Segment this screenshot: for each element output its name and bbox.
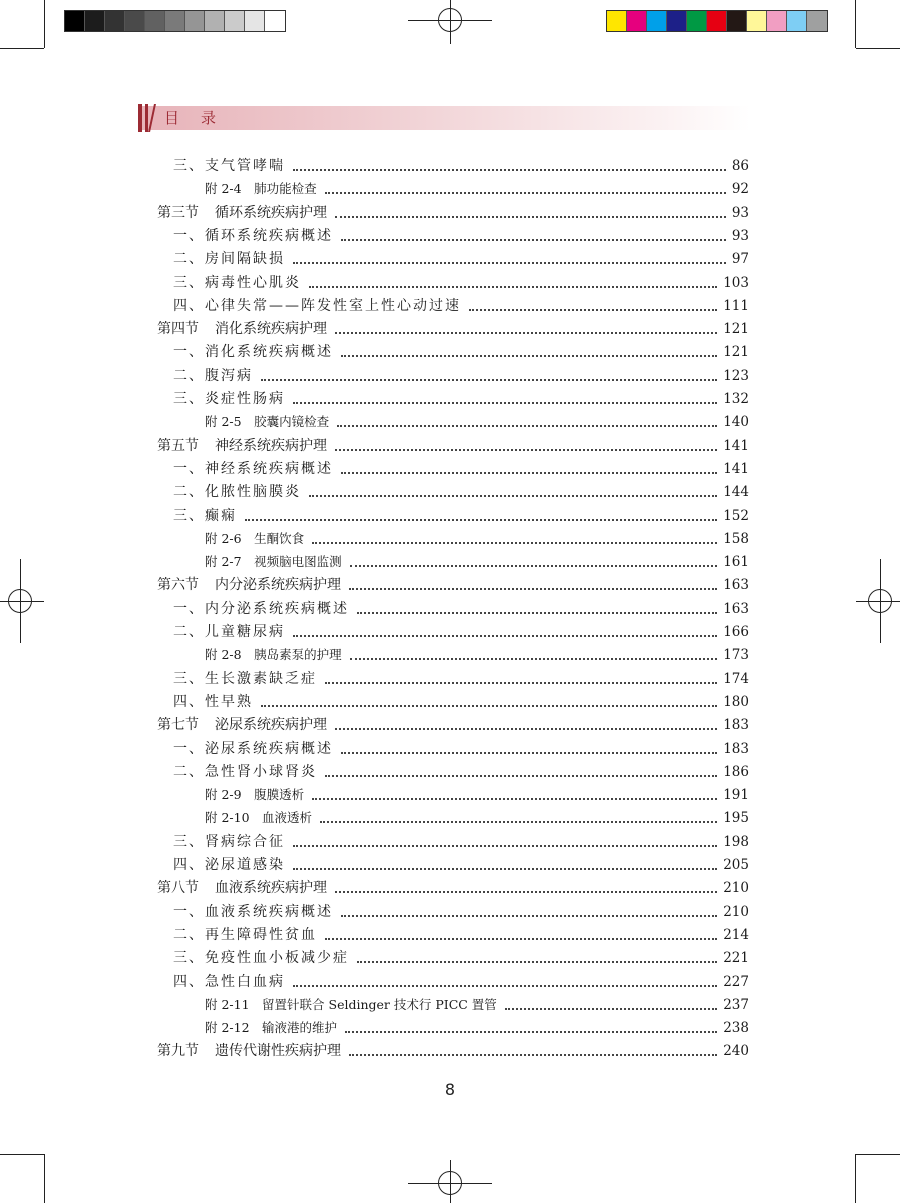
page-number: 8 [444, 1080, 456, 1099]
toc-leader-dots [309, 286, 717, 288]
toc-page-number: 166 [723, 624, 749, 640]
toc-page-number: 163 [723, 577, 749, 594]
toc-page-number: 214 [723, 926, 749, 943]
gray-swatch [65, 11, 85, 31]
toc-leader-dots [293, 169, 726, 171]
color-swatch [787, 11, 807, 31]
toc-entry[interactable] [173, 758, 749, 781]
toc-leader-dots [345, 1031, 717, 1033]
toc-leader-dots [293, 985, 717, 987]
gray-swatch [165, 11, 185, 31]
toc-entry-title: 神经系统疾病护理 [215, 437, 327, 454]
header-stripe-1 [138, 104, 142, 132]
toc-leader-dots [245, 519, 717, 521]
color-swatch [647, 11, 667, 31]
toc-entry[interactable] [173, 152, 749, 175]
toc-leader-dots [335, 332, 717, 334]
toc-page-number: 144 [723, 484, 749, 501]
toc-entry-title: 内分泌系统疾病护理 [215, 577, 341, 594]
toc-page-number: 180 [723, 693, 749, 710]
toc-section-entry[interactable] [157, 571, 749, 594]
toc-entry[interactable] [173, 735, 749, 758]
color-swatch [667, 11, 687, 31]
gray-swatch [205, 11, 225, 31]
toc-appendix-entry[interactable] [205, 781, 749, 804]
toc-entry-title: 二、腹泻病 [173, 367, 253, 384]
gray-swatch [105, 11, 125, 31]
toc-leader-dots [293, 262, 726, 264]
toc-section-number: 第七节 [157, 717, 199, 734]
toc-section-number: 第三节 [157, 204, 199, 221]
toc-entry[interactable] [173, 618, 749, 641]
toc-entry[interactable] [173, 478, 749, 501]
toc-leader-dots [312, 798, 717, 800]
toc-appendix-entry[interactable] [205, 641, 749, 664]
toc-page-number: 103 [723, 274, 749, 291]
toc-entry-title: 二、再生障碍性贫血 [173, 926, 317, 943]
toc-entry-title: 附 2-9 腹膜透析 [205, 787, 305, 803]
color-swatch [727, 11, 747, 31]
header-stripe-2 [145, 104, 148, 132]
toc-entry-title: 二、房间隔缺损 [173, 251, 285, 268]
color-calibration-bar [606, 10, 828, 32]
toc-entry-title: 附 2-4 肺功能检查 [205, 181, 317, 197]
toc-page-number: 240 [723, 1043, 749, 1060]
color-swatch [687, 11, 707, 31]
crop-mark-top-right-h [856, 48, 900, 49]
toc-leader-dots [349, 1054, 717, 1056]
crop-mark-bottom-right-v [855, 1154, 856, 1203]
gray-swatch [225, 11, 245, 31]
toc-leader-dots [335, 216, 726, 218]
toc-leader-dots [341, 472, 717, 474]
toc-leader-dots [341, 915, 717, 917]
toc-leader-dots [337, 425, 717, 427]
toc-page-number: 221 [723, 950, 749, 967]
toc-entry-title: 四、急性白血病 [173, 973, 285, 990]
toc-entry[interactable] [173, 944, 749, 967]
toc-page-number: 158 [723, 530, 749, 547]
toc-leader-dots [341, 752, 717, 754]
toc-section-entry[interactable] [157, 315, 749, 338]
toc-entry-title: 二、化脓性脑膜炎 [173, 484, 301, 501]
toc-page-number: 195 [723, 810, 749, 827]
color-swatch [807, 11, 827, 31]
toc-page-number: 210 [723, 903, 749, 920]
toc-page-number: 183 [723, 740, 749, 757]
toc-page-number: 186 [723, 763, 749, 780]
toc-section-number: 第八节 [157, 880, 199, 897]
toc-leader-dots [325, 682, 717, 684]
toc-leader-dots [293, 402, 717, 404]
toc-section-entry[interactable] [157, 1037, 749, 1060]
toc-entry[interactable] [173, 362, 749, 385]
toc-appendix-entry[interactable] [205, 408, 749, 431]
toc-leader-dots [309, 495, 717, 497]
crop-mark-top-left-v [44, 0, 45, 48]
toc-entry-title: 三、生长激素缺乏症 [173, 670, 317, 687]
toc-page-number: 121 [723, 344, 749, 361]
toc-entry[interactable] [173, 851, 749, 874]
toc-leader-dots [350, 565, 718, 567]
toc-entry-title: 附 2-6 生酮饮食 [205, 530, 305, 546]
crop-mark-top-left-h [0, 48, 44, 49]
toc-page-number: 93 [731, 204, 749, 221]
page-heading: 目录 [164, 109, 239, 127]
toc-entry[interactable] [173, 502, 749, 525]
grayscale-calibration-bar [64, 10, 286, 32]
color-swatch [767, 11, 787, 31]
toc-leader-dots [312, 542, 717, 544]
toc-page-number: 123 [723, 367, 749, 384]
toc-appendix-entry[interactable] [205, 175, 749, 198]
toc-leader-dots [341, 239, 726, 241]
toc-entry-title: 三、癫痫 [173, 507, 237, 524]
toc-appendix-entry[interactable] [205, 525, 749, 548]
toc-entry-title: 附 2-10 血液透析 [205, 810, 313, 826]
toc-section-entry[interactable] [157, 711, 749, 734]
toc-entry-title: 四、泌尿道感染 [173, 857, 285, 873]
toc-appendix-entry[interactable] [205, 1014, 749, 1037]
toc-page-number: 198 [723, 833, 749, 850]
toc-page-number: 210 [723, 880, 749, 897]
toc-entry-title: 三、支气管哮喘 [173, 158, 285, 174]
toc-entry[interactable] [173, 828, 749, 851]
toc-entry-title: 一、消化系统疾病概述 [173, 344, 333, 361]
toc-entry-title: 附 2-7 视频脑电图监测 [205, 554, 342, 570]
toc-entry-title: 四、心律失常——阵发性室上性心动过速 [173, 297, 461, 314]
gray-swatch [85, 11, 105, 31]
toc-entry-title: 二、儿童糖尿病 [173, 624, 285, 640]
toc-entry-title: 一、循环系统疾病概述 [173, 227, 333, 244]
toc-entry[interactable] [173, 222, 749, 245]
toc-leader-dots [357, 612, 717, 614]
toc-section-number: 第六节 [157, 577, 199, 594]
toc-page-number: 141 [723, 460, 749, 477]
toc-page-number: 205 [723, 857, 749, 873]
toc-section-number: 第四节 [157, 321, 199, 338]
toc-entry-title: 一、神经系统疾病概述 [173, 460, 333, 477]
toc-page-number: 183 [723, 717, 749, 734]
color-swatch [627, 11, 647, 31]
toc-entry[interactable] [173, 665, 749, 688]
toc-section-entry[interactable] [157, 874, 749, 897]
toc-leader-dots [349, 588, 717, 590]
toc-section-entry[interactable] [157, 199, 749, 222]
toc-entry[interactable] [173, 385, 749, 408]
crop-mark-top-right-v [855, 0, 856, 48]
toc-section-number: 第九节 [157, 1043, 199, 1060]
toc-leader-dots [350, 658, 718, 660]
toc-entry[interactable] [173, 968, 749, 991]
toc-leader-dots [261, 379, 717, 381]
toc-leader-dots [325, 775, 717, 777]
toc-entry[interactable] [173, 245, 749, 268]
toc-page-number: 141 [723, 437, 749, 454]
toc-entry-title: 附 2-12 输液港的维护 [205, 1020, 338, 1036]
gray-swatch [265, 11, 285, 31]
toc-leader-dots [293, 845, 717, 847]
toc-entry-title: 三、免疫性血小板减少症 [173, 950, 349, 967]
crop-mark-bottom-left-v [44, 1154, 45, 1203]
toc-entry-title: 二、急性肾小球肾炎 [173, 763, 317, 780]
toc-page-number: 238 [723, 1020, 749, 1037]
toc-page-number: 132 [723, 391, 749, 407]
toc-entry[interactable] [173, 338, 749, 361]
gray-swatch [145, 11, 165, 31]
color-swatch [747, 11, 767, 31]
toc-entry-title: 附 2-11 留置针联合 Seldinger 技术行 PICC 置管 [205, 996, 497, 1012]
toc-page-number: 97 [731, 251, 749, 268]
toc-page-number: 86 [731, 158, 749, 174]
toc-page-number: 163 [723, 600, 749, 617]
toc-leader-dots [335, 728, 717, 730]
toc-entry-title: 消化系统疾病护理 [215, 321, 327, 338]
toc-appendix-entry[interactable] [205, 991, 749, 1014]
toc-entry[interactable] [173, 269, 749, 292]
toc-page-number: 92 [731, 181, 749, 198]
crop-mark-bottom-right-h [856, 1154, 900, 1155]
toc-entry-title: 血液系统疾病护理 [215, 880, 327, 897]
color-swatch [707, 11, 727, 31]
toc-leader-dots [320, 821, 717, 823]
toc-appendix-entry[interactable] [205, 548, 749, 571]
toc-entry[interactable] [173, 292, 749, 315]
gray-swatch [185, 11, 205, 31]
toc-entry[interactable] [173, 455, 749, 478]
toc-entry-title: 循环系统疾病护理 [215, 204, 327, 221]
toc-entry-title: 三、炎症性肠病 [173, 391, 285, 407]
toc-leader-dots [325, 938, 717, 940]
toc-entry-title: 泌尿系统疾病护理 [215, 717, 327, 734]
toc-entry[interactable] [173, 898, 749, 921]
toc-leader-dots [293, 868, 717, 870]
toc-page-number: 174 [723, 670, 749, 687]
toc-entry-title: 附 2-5 胶囊内镜检查 [205, 414, 330, 430]
toc-entry-title: 一、内分泌系统疾病概述 [173, 600, 349, 617]
toc-page-number: 93 [731, 227, 749, 244]
toc-entry-title: 四、性早熟 [173, 693, 253, 710]
toc-entry-title: 遗传代谢性疾病护理 [215, 1043, 341, 1060]
toc-page-number: 173 [723, 647, 749, 664]
toc-page-number: 227 [723, 973, 749, 990]
toc-page-number: 121 [723, 321, 749, 338]
toc-entry-title: 一、血液系统疾病概述 [173, 903, 333, 920]
toc-entry-title: 一、泌尿系统疾病概述 [173, 740, 333, 757]
toc-entry-title: 三、病毒性心肌炎 [173, 274, 301, 291]
crop-mark-bottom-left-h [0, 1154, 44, 1155]
toc-entry[interactable] [173, 688, 749, 711]
toc-leader-dots [341, 355, 717, 357]
toc-entry-title: 三、肾病综合征 [173, 833, 285, 850]
toc-page-number: 152 [723, 507, 749, 524]
toc-leader-dots [325, 192, 726, 194]
toc-page-number: 191 [723, 787, 749, 804]
gray-swatch [125, 11, 145, 31]
toc-entry-title: 附 2-8 胰岛素泵的护理 [205, 647, 342, 663]
toc-section-entry[interactable] [157, 432, 749, 455]
toc-leader-dots [357, 961, 717, 963]
toc-leader-dots [293, 635, 717, 637]
toc-page-number: 140 [723, 414, 749, 431]
toc-leader-dots [335, 449, 717, 451]
toc-entry[interactable] [173, 595, 749, 618]
toc-leader-dots [261, 705, 717, 707]
toc-leader-dots [505, 1008, 717, 1010]
toc-leader-dots [335, 891, 717, 893]
toc-leader-dots [469, 309, 717, 311]
toc-page-number: 161 [723, 554, 749, 571]
gray-swatch [245, 11, 265, 31]
toc-page-number: 111 [723, 297, 749, 314]
toc-page-number: 237 [723, 996, 749, 1013]
toc-entry[interactable] [173, 921, 749, 944]
color-swatch [607, 11, 627, 31]
toc-section-number: 第五节 [157, 437, 199, 454]
toc-appendix-entry[interactable] [205, 804, 749, 827]
